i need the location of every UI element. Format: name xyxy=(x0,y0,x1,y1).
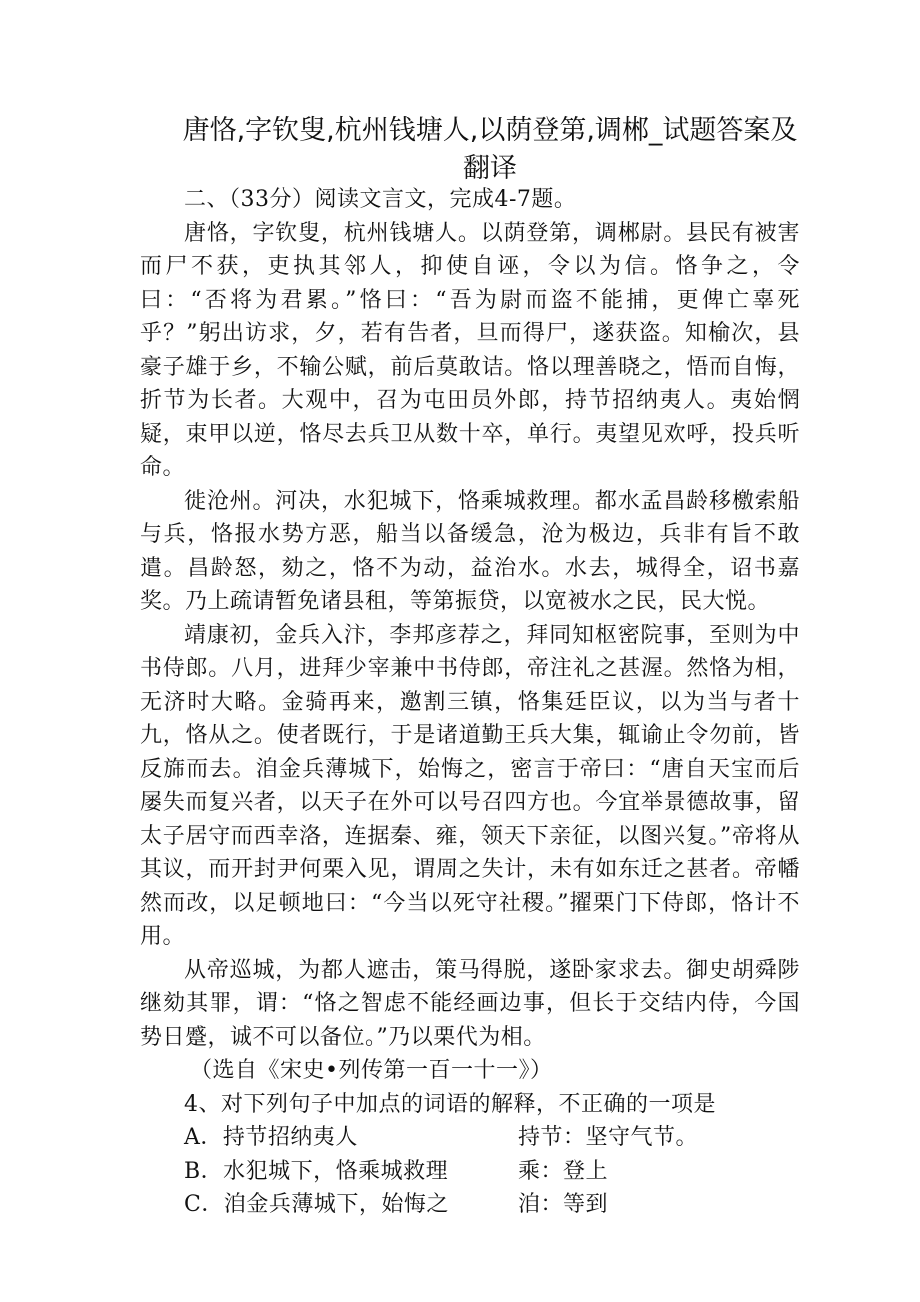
source-citation: （选自《宋史•列传第一百一十一》） xyxy=(190,1058,553,1083)
paragraph-4: 从帝巡城，为都人遮击，策马得脱，遂卧家求去。御史胡舜陟继劾其罪，谓：“恪之智虑不能经画边事，但长于交结内侍，今国势日蹙，诚不可以备位。”乃以栗代为相。 xyxy=(140,957,800,1050)
question-4: 4、对下列句子中加点的词语的解释，不正确的一项是 xyxy=(184,1091,716,1117)
option-a-text: A．持节招纳夷人 xyxy=(184,1125,358,1150)
paragraph-2: 徙沧州。河决，水犯城下，恪乘城救理。都水孟昌龄移檄索船与兵，恪报水势方恶，船当以备缓急，沧为极边，兵非有旨不敢遣。昌龄怒，劾之，恪不为动，益治水。水去，城得全，诏书嘉奖。乃上疏请暂免诸县租，等第振贷，以宽被水之民，民大悦。 xyxy=(140,488,800,614)
section-heading: 二、（33分）阅读文言文，完成4-7题。 xyxy=(184,187,577,212)
option-b-note: 乘：登上 xyxy=(518,1158,609,1184)
option-a-note: 持节：坚守气节。 xyxy=(518,1125,699,1150)
option-b xyxy=(140,1155,800,1189)
paragraph-3: 靖康初，金兵入汴，李邦彦荐之，拜同知枢密院事，至则为中书侍郎。八月，进拜少宰兼中书侍郎，帝注礼之甚渥。然恪为相，无济时大略。金骑再来，邀割三镇，恪集廷臣议，以为当与者十九，恪从之。使者既行，于是诸道勤王兵大集，辄谕止令勿前，皆反旆而去。洎金兵薄城下，始悔之，密言于帝曰：“唐自天宝而后屡失而复兴者，以天子在外可以号召四方也。今宜举景德故事，留太子居守而西幸洛，连据秦、雍，领天下亲征，以图兴复。”帝将从其议，而开封尹何栗入见，谓周之失计，未有如东迁之甚者。帝幡然而改，以足顿地曰：“今当以死守社稷。”擢栗门下侍郎，恪计不用。 xyxy=(140,622,800,949)
option-c xyxy=(140,1188,800,1222)
document-body xyxy=(140,183,800,1222)
option-b-text: B．水犯城下，恪乘城救理 xyxy=(184,1158,449,1184)
paragraph-1: 唐恪，字钦叟，杭州钱塘人。以荫登第，调郴尉。县民有被害而尸不获，吏执其邻人，抑使自诬，令以为信。恪争之，令曰：“否将为君累。”恪曰：“吾为尉而盗不能捕，更俾亡辜死乎？”躬出访求，夕，若有告者，旦而得尸，遂获盗。知榆次，县豪子雄于乡，不输公赋，前后莫敢诘。恪以理善晓之，悟而自悔，折节为长者。大观中，召为屯田员外郎，持节招纳夷人。夷始惘疑，束甲以逆，恪尽去兵卫从数十卒，单行。夷望见欢呼，投兵听命。 xyxy=(140,220,800,480)
option-a xyxy=(140,1121,800,1155)
option-c-text: C．洎金兵薄城下，始悔之 xyxy=(184,1192,449,1217)
option-c-note: 洎：等到 xyxy=(518,1192,609,1217)
document-title: 唐恪,字钦叟,杭州钱塘人,以荫登第,调郴_试题答案及翻译 xyxy=(182,115,798,184)
